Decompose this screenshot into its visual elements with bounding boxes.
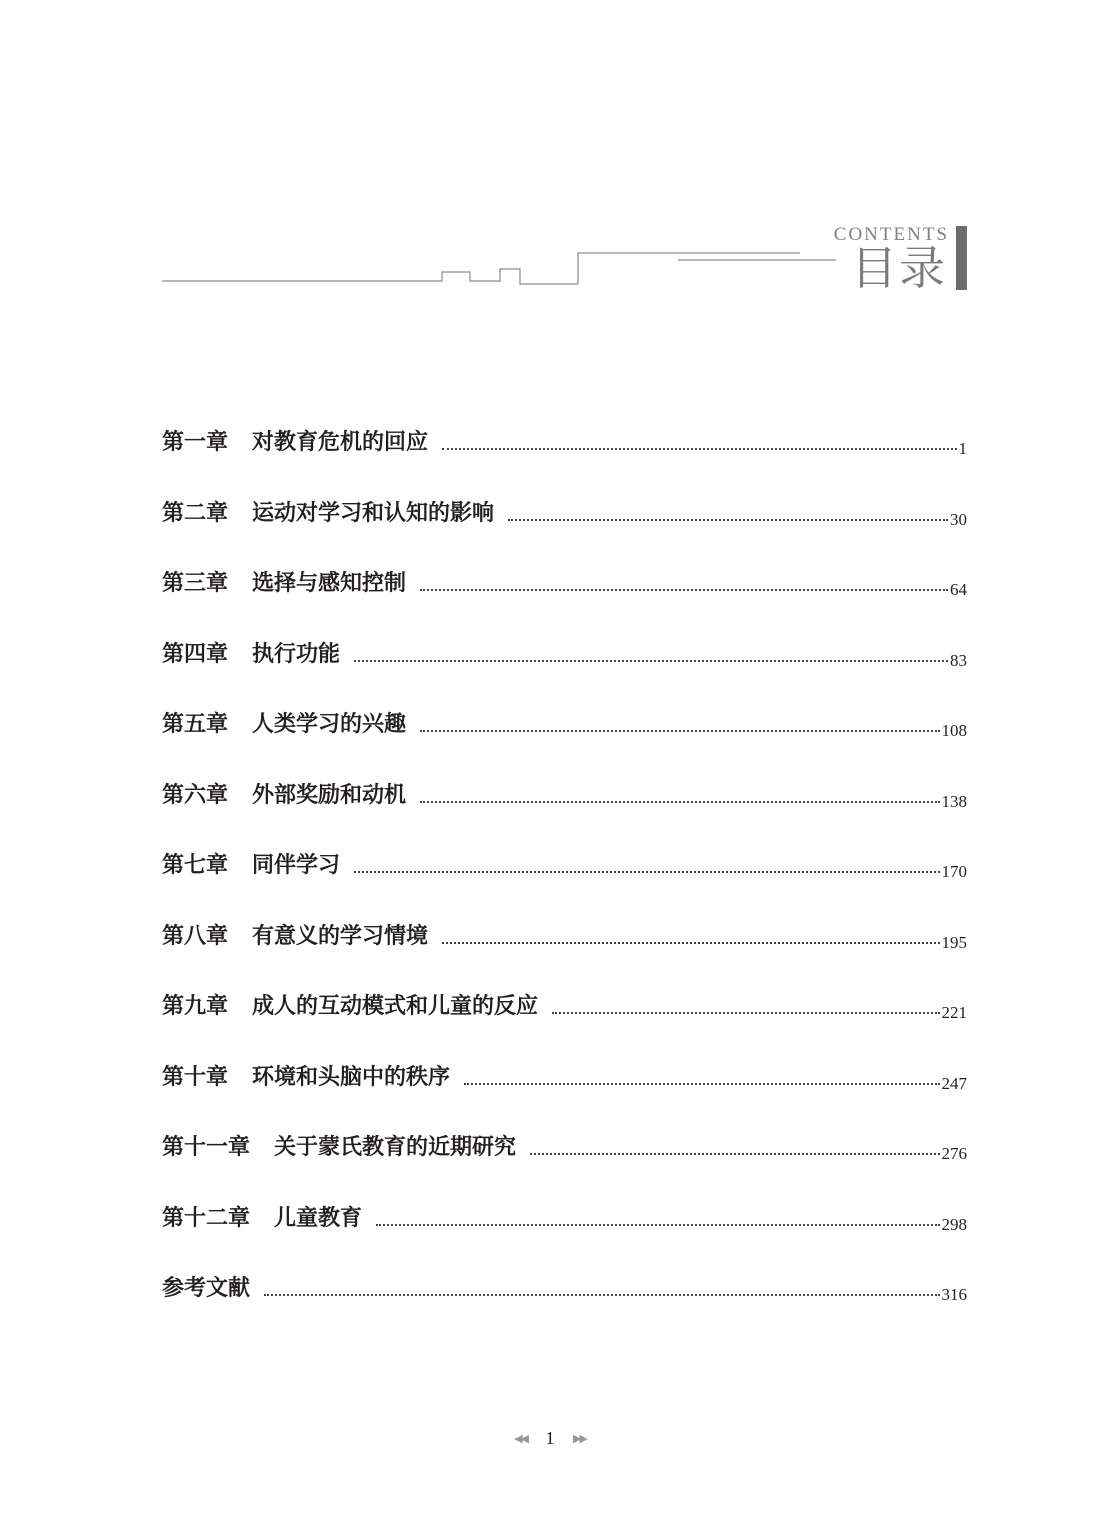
- toc-chapter-title: 运动对学习和认知的影响: [252, 500, 495, 526]
- dot-leader: [376, 1200, 939, 1238]
- toc-page-number: 170: [941, 862, 967, 881]
- toc-chapter-title: 有意义的学习情境: [252, 923, 429, 949]
- toc-page-number: 298: [941, 1214, 967, 1234]
- dot-leader: [420, 777, 939, 815]
- toc-entry[interactable]: [162, 1200, 967, 1271]
- dot-leader: [264, 1270, 939, 1308]
- toc-page-number: 247: [941, 1073, 967, 1093]
- page-number: 1: [545, 1428, 555, 1448]
- table-of-contents: [162, 424, 967, 1341]
- toc-page-number: 316: [941, 1285, 967, 1304]
- toc-chapter-title: 关于蒙氏教育的近期研究: [274, 1135, 517, 1160]
- toc-entry[interactable]: [162, 636, 967, 707]
- toc-page-number: 138: [941, 791, 967, 811]
- toc-chapter-label: 第十二章: [162, 1205, 251, 1231]
- toc-entry[interactable]: [162, 847, 967, 918]
- dot-leader: [442, 424, 956, 462]
- toc-chapter-label: 第十一章: [162, 1135, 251, 1160]
- toc-chapter-title: 对教育危机的回应: [252, 430, 429, 455]
- toc-entry[interactable]: [162, 495, 967, 566]
- toc-entry[interactable]: [162, 918, 967, 989]
- toc-chapter-title: 成人的互动模式和儿童的反应: [252, 994, 539, 1019]
- toc-entry[interactable]: [162, 565, 967, 636]
- page-header: [0, 0, 1100, 320]
- dot-leader: [442, 918, 939, 956]
- toc-entry[interactable]: [162, 706, 967, 777]
- stepped-line: [162, 253, 800, 284]
- toc-references-label: 参考文献: [162, 1276, 251, 1301]
- toc-chapter-title: 外部奖励和动机: [252, 782, 407, 808]
- toc-chapter-title: 同伴学习: [252, 853, 341, 878]
- toc-chapter-title: 执行功能: [252, 641, 341, 667]
- toc-chapter-label: 第六章: [162, 782, 229, 808]
- toc-chapter-label: 第八章: [162, 923, 229, 949]
- toc-page-number: 195: [941, 932, 967, 952]
- toc-chapter-title: 选择与感知控制: [252, 571, 407, 596]
- toc-chapter-label: 第四章: [162, 641, 229, 667]
- toc-chapter-title: 儿童教育: [274, 1205, 363, 1231]
- toc-chapter-label: 第十章: [162, 1064, 229, 1090]
- toc-page-number: 30: [950, 509, 967, 529]
- toc-entry[interactable]: [162, 1059, 967, 1130]
- toc-page-number: 221: [941, 1003, 967, 1022]
- toc-entry[interactable]: [162, 988, 967, 1059]
- toc-page-number: 276: [941, 1144, 967, 1163]
- dot-leader: [552, 988, 939, 1026]
- dot-leader: [420, 706, 939, 744]
- next-page-icon[interactable]: ▶▶: [573, 1432, 586, 1445]
- dot-leader: [354, 847, 939, 885]
- toc-chapter-title: 环境和头脑中的秩序: [252, 1064, 451, 1090]
- contents-heading-zh: 目录: [851, 241, 947, 295]
- toc-entry[interactable]: [162, 1270, 967, 1341]
- toc-chapter-label: 第七章: [162, 853, 229, 878]
- contents-heading-en: CONTENTS: [833, 224, 949, 245]
- toc-entry[interactable]: [162, 424, 967, 495]
- dot-leader: [420, 565, 948, 603]
- dot-leader: [530, 1129, 939, 1167]
- dot-leader: [354, 636, 948, 674]
- dot-leader: [464, 1059, 939, 1097]
- heading-accent-bar: [956, 226, 967, 290]
- toc-chapter-label: 第三章: [162, 571, 229, 596]
- toc-chapter-label: 第二章: [162, 500, 229, 526]
- toc-page-number: 64: [950, 580, 967, 599]
- previous-page-icon[interactable]: ◀◀: [514, 1432, 527, 1445]
- toc-entry[interactable]: [162, 777, 967, 848]
- toc-page-number: 1: [958, 439, 967, 458]
- toc-chapter-label: 第九章: [162, 994, 229, 1019]
- toc-chapter-label: 第五章: [162, 712, 229, 737]
- toc-chapter-title: 人类学习的兴趣: [252, 712, 407, 737]
- toc-page-number: 83: [950, 650, 967, 670]
- toc-chapter-label: 第一章: [162, 430, 229, 455]
- page-footer: [0, 1428, 1100, 1449]
- toc-page-number: 108: [941, 721, 967, 740]
- dot-leader: [508, 495, 948, 533]
- toc-entry[interactable]: [162, 1129, 967, 1200]
